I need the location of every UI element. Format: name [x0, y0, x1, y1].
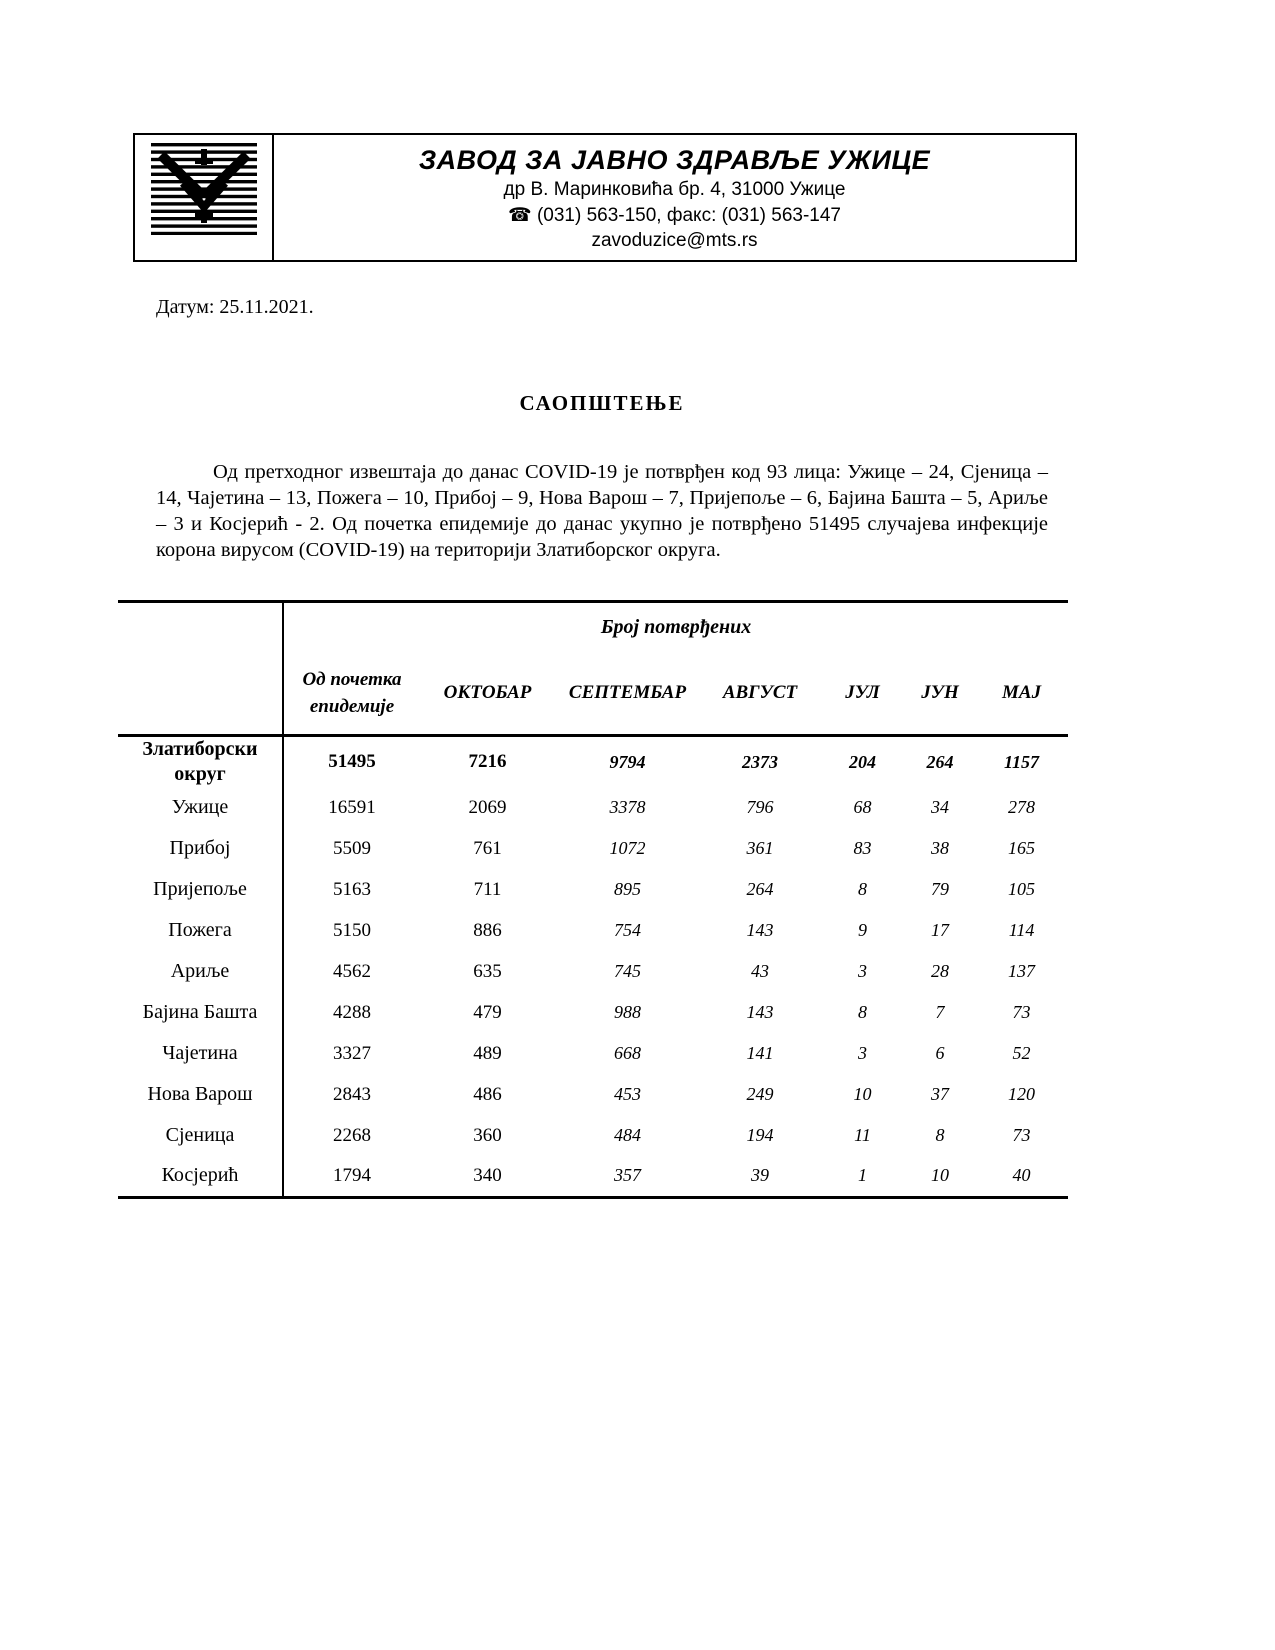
municipality-name: Ариље — [118, 951, 283, 992]
value-cell: 17 — [931, 920, 949, 940]
value-cell: 28 — [931, 961, 949, 981]
group-header-row — [118, 602, 1068, 652]
value-cell: 51495 — [328, 751, 376, 772]
municipality-name: Бајина Башта — [118, 992, 283, 1033]
covid-cases-table — [118, 600, 1068, 1199]
organization-name: ЗАВОД ЗА ЈАВНО ЗДРАВЉЕ УЖИЦЕ — [418, 145, 931, 175]
value-cell: 79 — [931, 879, 949, 899]
value-cell: 34 — [931, 797, 949, 817]
date-line: Датум: 25.11.2021. — [156, 296, 314, 318]
municipality-name: Косјерић — [118, 1156, 283, 1197]
value-cell: 796 — [746, 797, 774, 817]
value-cell: 361 — [746, 838, 774, 858]
value-cell: 7 — [935, 1002, 945, 1022]
value-cell: 484 — [614, 1125, 641, 1145]
municipality-name: Нова Варош — [118, 1074, 283, 1115]
municipality-name: Сјеница — [118, 1115, 283, 1156]
value-cell: 52 — [1012, 1043, 1031, 1063]
corner-cell — [118, 602, 283, 736]
value-cell: 1157 — [1004, 751, 1040, 772]
body-paragraph: Од претходног извештаја до данас COVID-19 је потврђен код 93 лица: Ужице – 24, Сјеница – 14, Чајетина – 13, Пожега – 10, Прибој – 9, Нова Варош – 7, Пријепоље – 6, Бајина Башта – 5, Ариље – 3 и Косјерић - 2. Од почетка епидемије до данас укупно је потврђено 51495 случајева инфекције корона вирусом (COVID-19) на територији Златиборског округа. — [156, 461, 1048, 561]
column-header-july: ЈУЛ — [845, 682, 880, 704]
value-cell: 143 — [746, 920, 774, 940]
value-cell: 194 — [746, 1125, 774, 1145]
value-cell: 3327 — [333, 1042, 371, 1064]
value-cell: 264 — [746, 879, 774, 899]
value-cell: 105 — [1008, 879, 1036, 899]
group-header: Број потврђених — [600, 615, 752, 638]
value-cell: 143 — [746, 1002, 774, 1022]
value-cell: 11 — [854, 1125, 871, 1145]
value-cell: 3378 — [609, 797, 646, 817]
value-cell: 479 — [473, 1001, 502, 1023]
phone-number: (031) 563-150, факс: (031) 563-147 — [536, 205, 842, 226]
municipality-name: Чајетина — [118, 1033, 283, 1074]
logo-cell — [135, 135, 274, 260]
value-cell: 357 — [614, 1165, 641, 1186]
value-cell: 635 — [473, 960, 502, 982]
value-cell: 278 — [1008, 797, 1036, 817]
value-cell: 761 — [473, 837, 502, 859]
value-cell: 360 — [473, 1124, 502, 1146]
column-header-october: ОКТОБАР — [443, 682, 532, 704]
value-cell: 2069 — [468, 796, 507, 818]
value-cell: 5163 — [333, 878, 371, 900]
value-cell: 9 — [858, 920, 867, 940]
column-header-may: МАЈ — [1002, 682, 1042, 704]
column-header-september: СЕПТЕМБАР — [568, 682, 687, 704]
table-row — [118, 1156, 1068, 1197]
institute-logo-icon — [151, 143, 257, 235]
organization-phone — [284, 204, 1065, 227]
organization-email: zavoduzice@mts.rs — [591, 230, 758, 251]
municipality-name: Ужице — [118, 787, 283, 828]
value-cell: 1 — [858, 1165, 867, 1186]
value-cell: 9794 — [609, 751, 646, 772]
value-cell: 1794 — [333, 1164, 371, 1186]
value-cell: 38 — [931, 838, 949, 858]
table-row — [118, 951, 1068, 992]
value-cell: 988 — [614, 1002, 641, 1022]
table-row — [118, 787, 1068, 828]
value-cell: 204 — [849, 751, 876, 772]
value-cell: 754 — [614, 920, 641, 940]
value-cell: 486 — [473, 1083, 502, 1105]
value-cell: 264 — [926, 751, 954, 772]
value-cell: 2268 — [333, 1124, 371, 1146]
value-cell: 249 — [746, 1084, 774, 1104]
letterhead — [133, 133, 1077, 262]
value-cell: 165 — [1008, 838, 1036, 858]
municipality-name: Пожега — [118, 910, 283, 951]
table-row — [118, 736, 1068, 788]
value-cell: 40 — [1012, 1165, 1031, 1186]
municipality-name: Прибој — [118, 828, 283, 869]
value-cell: 5150 — [333, 919, 371, 941]
table-header — [118, 602, 1068, 736]
value-cell: 73 — [1012, 1002, 1031, 1022]
value-cell: 3 — [858, 961, 867, 981]
value-cell: 137 — [1008, 961, 1036, 981]
value-cell: 3 — [858, 1043, 867, 1063]
value-cell: 73 — [1012, 1125, 1031, 1145]
table-row — [118, 828, 1068, 869]
document-title: САОПШТЕЊЕ — [519, 391, 685, 415]
value-cell: 2373 — [742, 751, 778, 772]
organization-address: др В. Маринковића бр. 4, 31000 Ужице — [503, 179, 846, 200]
column-header-june: ЈУН — [921, 682, 959, 704]
letterhead-text — [274, 135, 1075, 260]
value-cell: 39 — [751, 1165, 769, 1186]
value-cell: 895 — [614, 879, 641, 899]
value-cell: 10 — [931, 1165, 949, 1186]
value-cell: 7216 — [468, 751, 507, 772]
value-cell: 4562 — [333, 960, 371, 982]
table-row — [118, 1033, 1068, 1074]
table-row — [118, 869, 1068, 910]
value-cell: 8 — [935, 1125, 945, 1145]
value-cell: 120 — [1008, 1084, 1036, 1104]
value-cell: 668 — [614, 1043, 641, 1063]
column-header-epidemic-start: Од почетка епидемије — [302, 668, 402, 717]
value-cell: 68 — [853, 797, 872, 817]
value-cell: 6 — [935, 1043, 945, 1063]
value-cell: 10 — [853, 1084, 872, 1104]
phone-icon: ☎ — [507, 204, 532, 226]
value-cell: 1072 — [609, 838, 646, 858]
value-cell: 340 — [473, 1164, 502, 1186]
value-cell: 4288 — [333, 1001, 371, 1023]
value-cell: 114 — [1008, 920, 1035, 940]
table-body — [118, 736, 1068, 1198]
value-cell: 16591 — [328, 796, 376, 818]
table-row — [118, 992, 1068, 1033]
value-cell: 745 — [614, 961, 641, 981]
value-cell: 5509 — [333, 837, 371, 859]
value-cell: 43 — [751, 961, 769, 981]
municipality-name: Пријепоље — [118, 869, 283, 910]
value-cell: 711 — [473, 878, 502, 900]
value-cell: 141 — [746, 1043, 774, 1063]
value-cell: 2843 — [333, 1083, 371, 1105]
value-cell: 489 — [473, 1042, 502, 1064]
municipality-name: Златиборски округ — [118, 736, 283, 788]
value-cell: 8 — [858, 1002, 867, 1022]
value-cell: 8 — [858, 879, 867, 899]
table-row — [118, 910, 1068, 951]
table-row — [118, 1115, 1068, 1156]
value-cell: 453 — [614, 1084, 641, 1104]
value-cell: 37 — [931, 1084, 949, 1104]
column-header-august: АВГУСТ — [722, 682, 798, 704]
value-cell: 83 — [853, 838, 872, 858]
value-cell: 886 — [473, 919, 502, 941]
table-row — [118, 1074, 1068, 1115]
